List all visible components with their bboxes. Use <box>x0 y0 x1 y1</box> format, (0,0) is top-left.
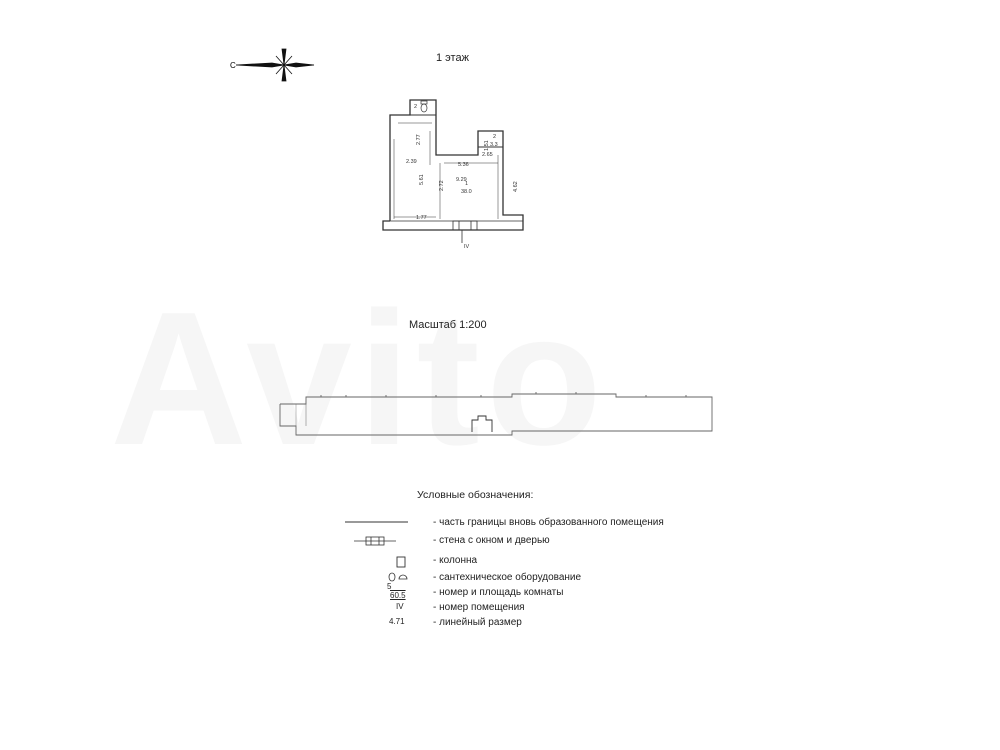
floor-title: 1 этаж <box>436 52 469 64</box>
toilet-icon <box>421 101 427 112</box>
dim-label: 1.77 <box>416 215 427 221</box>
legend-sample-premise: IV <box>396 602 404 611</box>
legend-item: - колонна <box>433 555 478 566</box>
legend-sample-dimension: 4.71 <box>389 617 405 626</box>
legend-title: Условные обозначения: <box>417 489 534 501</box>
compass-north-letter: С <box>230 61 236 70</box>
room-number: 1 <box>465 181 469 187</box>
legend-sample-room-number: 5 <box>387 582 392 591</box>
watermark <box>110 270 608 488</box>
plan-outer-wall <box>383 100 523 230</box>
compass-icon <box>236 49 314 81</box>
legend-item: - стена с окном и дверью <box>433 535 550 546</box>
column-icon <box>397 557 405 567</box>
dim-label: 5.61 <box>419 174 425 185</box>
legend-item: - номер помещения <box>433 602 525 613</box>
legend-sample-room-area: 60.5 <box>390 591 406 600</box>
dim-label: 9.29 <box>456 177 467 183</box>
dim-label: 2.65 <box>482 152 493 158</box>
dim-label: 5.36 <box>458 162 469 168</box>
entrance-door-icon <box>453 221 477 243</box>
floor-plan <box>380 95 535 250</box>
highlighted-premise <box>472 416 492 432</box>
dim-label: 1.51 <box>484 140 490 151</box>
compass-rose <box>226 46 318 84</box>
legend-item: - часть границы вновь образованного помещения <box>433 517 664 528</box>
room-area: 38.0 <box>461 189 472 195</box>
premise-number: IV <box>464 244 470 250</box>
sanitary-equipment-icon <box>389 573 407 581</box>
building-outline <box>276 392 716 440</box>
bath-number: 2 <box>493 134 497 140</box>
legend-symbols <box>340 514 420 634</box>
bath-area: 3.3 <box>490 142 498 148</box>
legend-item: - линейный размер <box>433 617 522 628</box>
legend-item: - номер и площадь комнаты <box>433 587 564 598</box>
dim-label: 4.62 <box>513 181 519 192</box>
scale-label: Масштаб 1:200 <box>409 319 487 331</box>
dim-label: 2.72 <box>439 180 445 191</box>
legend-item: - сантехническое оборудование <box>433 572 582 583</box>
wc-number: 2 <box>414 104 418 110</box>
dim-label: 2.39 <box>406 159 417 165</box>
dim-label: 2.77 <box>416 134 422 145</box>
wall-window-door-icon <box>354 537 396 545</box>
